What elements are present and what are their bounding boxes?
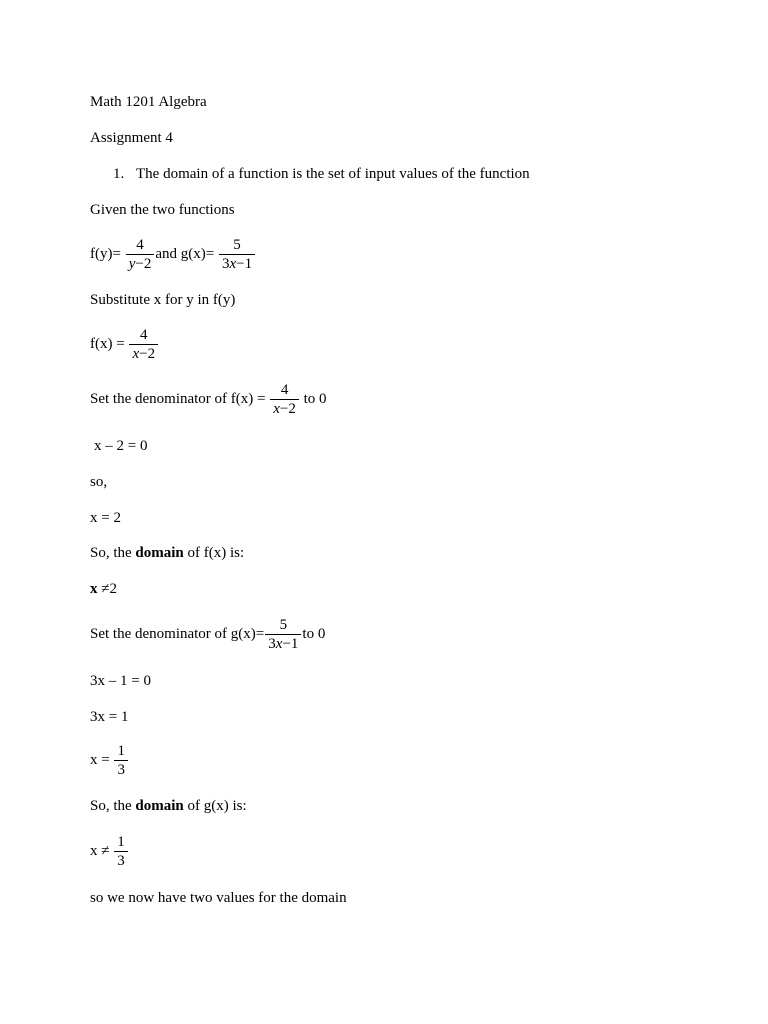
g-fraction — [219, 236, 255, 273]
set-g-prefix: Set the denominator of g(x)= — [90, 625, 265, 642]
list-item-text: The domain of a function is the set of input values of the function — [136, 166, 530, 182]
equation-3x-equals-1: 3x = 1 — [90, 709, 129, 725]
set-denominator-g — [90, 616, 325, 653]
functions-definition — [90, 236, 256, 273]
assignment-title: Assignment 4 — [90, 130, 173, 146]
f-prefix: f(y)= — [90, 245, 121, 262]
domain-bold: domain — [135, 798, 184, 814]
numbered-list-item — [113, 165, 530, 183]
fx-numerator: 4 — [129, 326, 158, 345]
one-third-fraction: $\frac{1}{3}$ — [114, 833, 128, 870]
closing-text: so we now have two values for the domain — [90, 890, 347, 906]
equation-3x-minus-1: 3x – 1 = 0 — [90, 673, 151, 689]
domain-g-result: x ≠ $\frac{1}{3}$ — [90, 833, 129, 870]
g-numerator: 5 — [219, 236, 255, 255]
substitute-text: Substitute x for y in f(y) — [90, 292, 236, 308]
g-prefix: and g(x)= — [155, 245, 215, 262]
set-g-suffix: to 0 — [302, 625, 326, 642]
set-f-denominator: x−2 — [273, 401, 296, 417]
set-g-fraction — [265, 616, 301, 653]
domain-g-statement: So, the domain of g(x) is: — [90, 798, 247, 814]
so-text: so, — [90, 474, 108, 490]
fx-denominator: x−2 — [132, 346, 156, 362]
domain-f-result: x ≠2 — [90, 581, 117, 597]
f-fraction — [126, 236, 155, 273]
list-number: 1. — [113, 166, 125, 182]
f-numerator: 4 — [126, 236, 155, 255]
fx-prefix: f(x) = — [90, 335, 125, 352]
x-equals-one-third: x = $\frac{1}{3}$ — [90, 742, 129, 779]
given-text: Given the two functions — [90, 202, 235, 218]
set-g-numerator: 5 — [265, 616, 301, 635]
fx-fraction — [129, 326, 158, 363]
set-f-numerator: 4 — [270, 381, 299, 400]
set-f-fraction — [270, 381, 299, 418]
equation-x-minus-2: x – 2 = 0 — [94, 438, 148, 454]
set-f-suffix: to 0 — [303, 390, 327, 407]
domain-f-statement: So, the domain of f(x) is: — [90, 545, 245, 561]
set-f-prefix: Set the denominator of f(x) = — [90, 390, 266, 407]
equation-x-equals-2: x = 2 — [90, 510, 121, 526]
one-third-fraction: $\frac{1}{3}$ — [114, 742, 128, 779]
set-g-denominator: 3x−1 — [268, 636, 299, 652]
fx-definition — [90, 326, 159, 363]
set-denominator-f — [90, 381, 327, 418]
domain-bold: domain — [135, 545, 184, 561]
g-denominator: 3x−1 — [221, 256, 253, 272]
course-title: Math 1201 Algebra — [90, 94, 207, 110]
f-denominator: y−2 — [128, 256, 152, 272]
